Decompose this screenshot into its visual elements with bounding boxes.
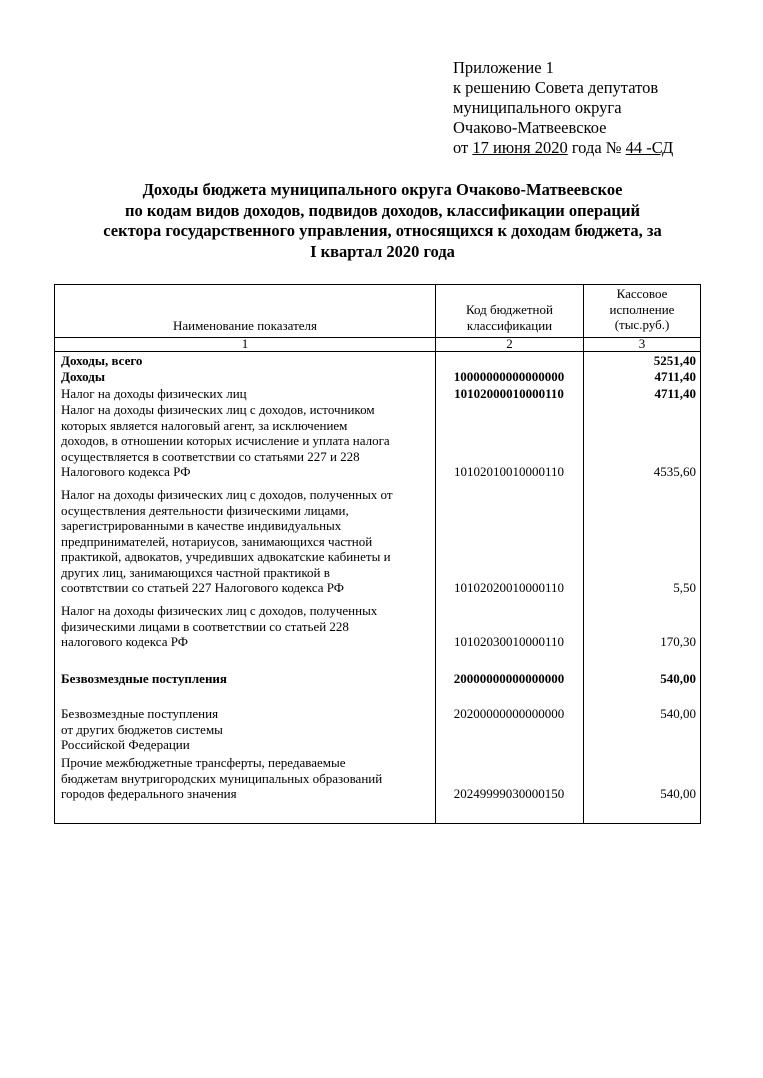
header-code-line: классификации — [466, 317, 553, 333]
indicator-name-line: соотвтствии со статьей 227 Налогового кодекса РФ — [61, 580, 345, 595]
appendix-block — [453, 58, 673, 158]
decision-date: 17 июня 2020 — [472, 138, 568, 157]
indicator-name-line: Российской Федерации — [61, 737, 190, 752]
appendix-from: от — [453, 138, 469, 157]
header-amount — [584, 286, 700, 333]
appendix-line: Очаково-Матвеевское — [453, 118, 607, 137]
cash-execution-amount: 4711,40 — [654, 369, 696, 384]
indicator-name-line: налогового кодекса РФ — [61, 634, 189, 649]
header-code — [436, 302, 583, 333]
indicator-name-line: Прочие межбюджетные трансферты, передаваемые — [61, 755, 346, 770]
decision-number: 44 -СД — [625, 138, 674, 157]
header-divider — [55, 351, 700, 352]
indicator-name — [61, 353, 433, 369]
cash-execution-amount: 540,00 — [660, 706, 696, 721]
cash-execution-amount: 540,00 — [660, 671, 696, 686]
header-name: Наименование показателя — [172, 318, 318, 333]
indicator-name — [61, 603, 433, 650]
cash-execution-amount: 540,00 — [660, 786, 696, 801]
indicator-name-line: бюджетам внутригородских муниципальных образований — [61, 770, 383, 786]
appendix-line: к решению Совета депутатов — [453, 78, 659, 97]
appendix-line: муниципального округа — [453, 98, 622, 117]
indicator-name-line: Безвозмездные поступления — [61, 671, 227, 686]
title-line: Доходы бюджета муниципального округа Очаково-Матвеевское — [142, 180, 623, 199]
column-number: 3 — [638, 336, 646, 351]
header-amount-line: Кассовое — [616, 286, 668, 301]
title-line: сектора государственного управления, относящихся к доходам бюджета, за — [103, 221, 662, 240]
indicator-name — [61, 671, 433, 687]
budget-code: 20000000000000000 — [453, 671, 565, 686]
header-code-line: Код бюджетной — [466, 302, 553, 317]
indicator-name — [61, 755, 433, 802]
title-line: по кодам видов доходов, подвидов доходов, классификации операций — [125, 200, 640, 220]
income-table — [54, 284, 701, 824]
cash-execution-amount: 5,50 — [673, 580, 696, 595]
document-title — [55, 180, 710, 262]
indicator-name-line: Доходы, всего — [61, 353, 143, 368]
budget-code: 20200000000000000 — [453, 706, 565, 721]
header-amount-line: (тыс.руб.) — [614, 317, 670, 332]
indicator-name-line: Доходы — [61, 369, 105, 384]
indicator-name-line: Налог на доходы физических лиц с доходов, источником — [61, 402, 375, 417]
appendix-year-word: года № — [571, 138, 622, 157]
indicator-name-line: городов федерального значения — [61, 786, 237, 801]
budget-code: 10102020010000110 — [453, 580, 565, 595]
column-divider — [435, 285, 436, 823]
indicator-name-line: Налог на доходы физических лиц — [61, 386, 247, 401]
indicator-name-line: физическими лицами в соответствии со статьей 228 — [61, 618, 349, 634]
indicator-name-line: осуществляется в соответствии со статьями 227 и 228 — [61, 448, 360, 464]
header-amount-line: исполнение — [609, 301, 675, 317]
column-divider — [583, 285, 584, 823]
cash-execution-amount: 4711,40 — [654, 386, 696, 401]
indicator-name-line: осуществления деятельности физическими лицами, — [61, 502, 349, 518]
indicator-name — [61, 386, 433, 402]
indicator-name-line: предпринимателей, нотариусов, занимающихся частной — [61, 533, 373, 549]
indicator-name-line: Безвозмездные поступления — [61, 706, 219, 721]
indicator-name — [61, 402, 433, 480]
indicator-name-line: Налогового кодекса РФ — [61, 464, 191, 479]
indicator-name-line: от других бюджетов системы — [61, 721, 223, 737]
title-line: I квартал 2020 года — [310, 241, 455, 261]
indicator-name — [61, 487, 433, 596]
budget-code: 10000000000000000 — [453, 369, 565, 384]
cash-execution-amount: 4535,60 — [653, 464, 696, 479]
indicator-name-line: других лиц, занимающихся частной практикой в — [61, 564, 330, 580]
appendix-date-line — [453, 138, 673, 158]
column-number: 2 — [506, 336, 513, 351]
cash-execution-amount: 5251,40 — [653, 353, 696, 368]
budget-code: 10102030010000110 — [453, 634, 565, 649]
indicator-name-line: Налог на доходы физических лиц с доходов, полученных от — [61, 487, 393, 502]
column-number: 1 — [241, 336, 249, 351]
appendix-line: Приложение 1 — [453, 58, 554, 77]
indicator-name-line: которых является налоговый агент, за исключением — [61, 417, 348, 433]
indicator-name-line: доходов, в отношении которых исчисление и уплата налога — [61, 433, 390, 448]
budget-code: 20249999030000150 — [453, 786, 565, 801]
budget-code: 10102010010000110 — [453, 464, 565, 479]
indicator-name — [61, 369, 433, 385]
cash-execution-amount: 170,30 — [660, 634, 696, 649]
budget-code: 10102000010000110 — [454, 386, 564, 401]
indicator-name-line: практикой, адвокатов, учредивших адвокатские кабинеты и — [61, 549, 391, 564]
indicator-name-line: Налог на доходы физических лиц с доходов, полученных — [61, 603, 378, 618]
indicator-name — [61, 706, 433, 753]
indicator-name-line: зарегистрированными в качестве индивидуальных — [61, 518, 342, 533]
